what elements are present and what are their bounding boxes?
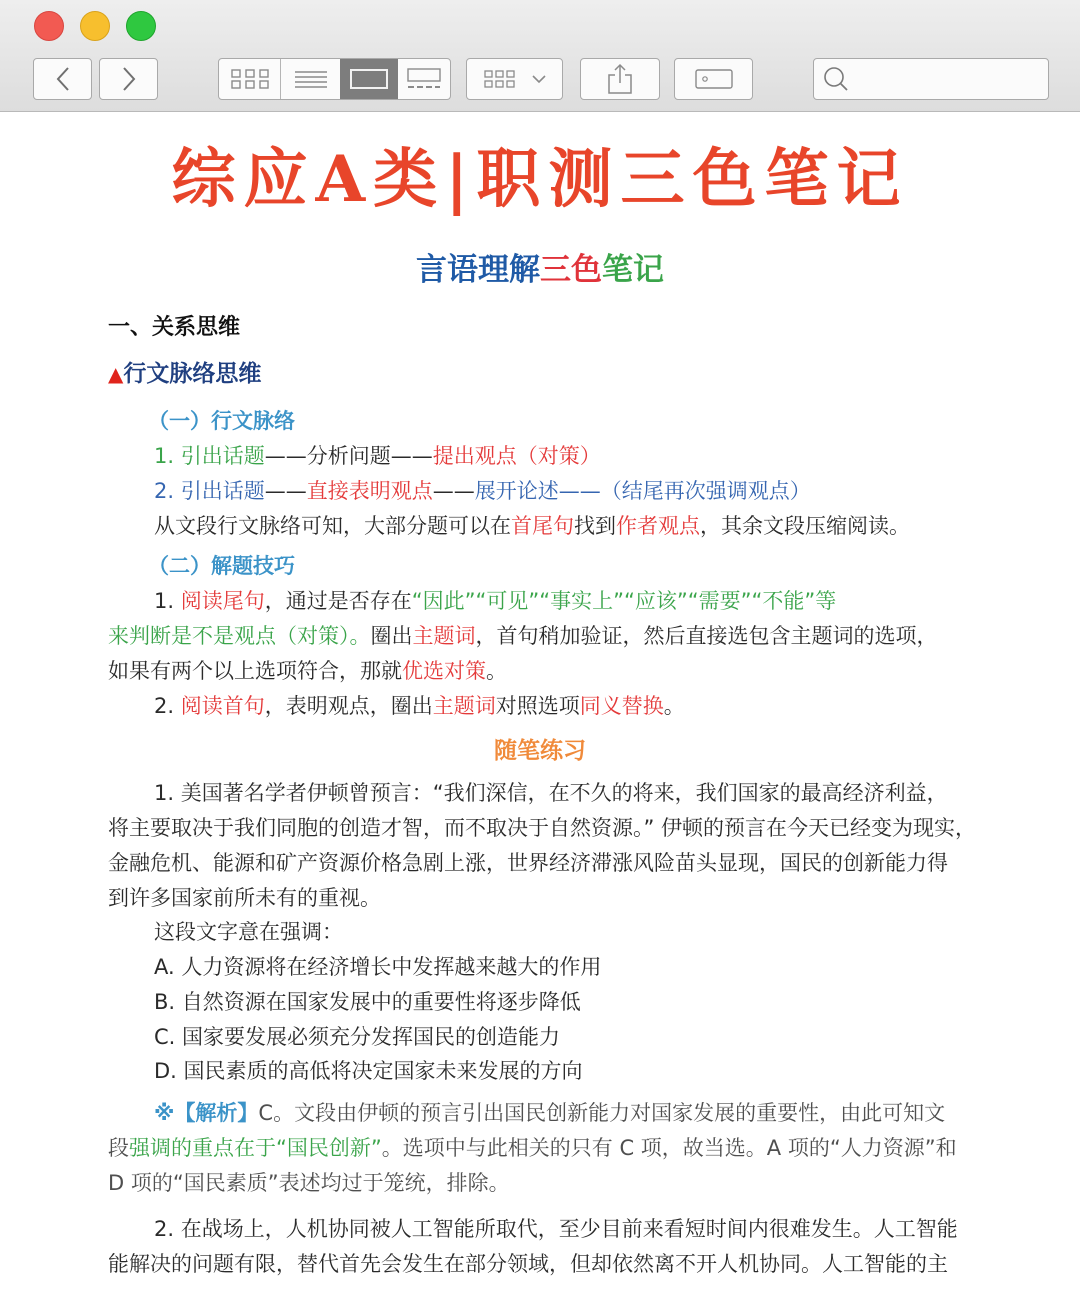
question2-line: 2. 在战场上，人机协同被人工智能所取代，至少目前来看短时间内很难发生。人工智能: [154, 1217, 958, 1241]
minimize-window-button[interactable]: [80, 11, 110, 41]
question1-line: 1. 美国著名学者伊顿曾预言：“我们深信，在不久的将来，我们国家的最高经济利益，: [154, 781, 948, 805]
triangle-icon: ▲: [108, 362, 124, 386]
subtitle-part1: 言语理解: [416, 252, 540, 288]
analysis-line-1: ※【解析】C。文段由伊顿的预言引出国民创新能力对国家发展的重要性，由此可知文: [154, 1101, 946, 1125]
chevron-right-icon: [100, 59, 157, 99]
analysis-line-2: 段强调的重点在于“国民创新”。选项中与此相关的只有 C 项，故当选。A 项的“人力资源”和: [108, 1136, 957, 1160]
search-icon: [814, 59, 858, 99]
subtitle-part2: 三色: [540, 252, 602, 288]
document-page: [0, 112, 1080, 1299]
question1-line: 金融危机、能源和矿产资源价格急剧上涨，世界经济滞涨风险苗头显现，国民的创新能力得: [108, 851, 948, 875]
analysis-label: ※【解析】: [154, 1101, 259, 1125]
flow-note: 从文段行文脉络可知，大部分题可以在首尾句找到作者观点，其余文段压缩阅读。: [154, 514, 910, 538]
window-toolbar: [0, 0, 1080, 112]
share-icon: [581, 59, 659, 99]
view-mode-control: [218, 58, 451, 100]
zoom-window-button[interactable]: [126, 11, 156, 41]
analysis-line-3: D 项的“国民素质”表述均过于笼统，排除。: [108, 1171, 510, 1195]
tip2-line: 2. 阅读首句，表明观点，圈出主题词对照选项同义替换。: [154, 694, 685, 718]
subsection-heading: ▲行文脉络思维: [108, 361, 262, 387]
part1-heading: （一）行文脉络: [148, 409, 295, 433]
tip1-line1: 1. 阅读尾句，通过是否存在“因此”“可见”“事实上”“应该”“需要”“不能”等: [154, 589, 837, 613]
tip1-line3: 如果有两个以上选项符合，那就优选对策。: [108, 659, 507, 683]
tag-icon: [675, 59, 752, 99]
flow-line-2: 2. 引出话题——直接表明观点——展开论述——（结尾再次强调观点）: [154, 479, 811, 503]
forward-button[interactable]: [99, 58, 158, 100]
back-button[interactable]: [33, 58, 92, 100]
part2-heading: （二）解题技巧: [148, 554, 295, 578]
option-b: B. 自然资源在国家发展中的重要性将逐步降低: [154, 990, 581, 1014]
subtitle-part3: 笔记: [602, 252, 664, 288]
question1-line: 到许多国家前所未有的重视。: [108, 886, 381, 910]
gallery-view-icon[interactable]: [398, 59, 450, 99]
question2-line: 能解决的问题有限，替代首先会发生在部分领域，但却依然离不开人机协同。人工智能的主: [108, 1252, 948, 1276]
question1-line: 将主要取决于我们同胞的创造才智，而不取决于自然资源。” 伊顿的预言在今天已经变为现实，: [108, 816, 977, 840]
section-heading: 一、关系思维: [108, 315, 241, 340]
option-a: A. 人力资源将在经济增长中发挥越来越大的作用: [154, 955, 602, 979]
question1-stem: 这段文字意在强调：: [154, 920, 343, 944]
page-title: 综应A类|职测三色笔记: [171, 142, 909, 217]
practice-heading: 随笔练习: [494, 738, 586, 764]
close-window-button[interactable]: [34, 11, 64, 41]
search-field[interactable]: [813, 58, 1049, 100]
group-by-button[interactable]: [466, 58, 563, 100]
single-page-view-icon[interactable]: [340, 59, 398, 99]
share-button[interactable]: [580, 58, 660, 100]
group-by-icon: [467, 59, 562, 99]
tip1-line2: 来判断是不是观点（对策）。圈出主题词，首句稍加验证，然后直接选包含主题词的选项，: [108, 624, 938, 648]
option-c: C. 国家要发展必须充分发挥国民的创造能力: [154, 1025, 561, 1049]
subtitle: [0, 248, 1080, 292]
tag-button[interactable]: [674, 58, 753, 100]
option-d: D. 国民素质的高低将决定国家未来发展的方向: [154, 1059, 583, 1083]
chevron-left-icon: [34, 59, 91, 99]
flow-line-1: 1. 引出话题——分析问题——提出观点（对策）: [154, 444, 601, 468]
list-view-icon[interactable]: [280, 59, 340, 99]
grid-view-icon[interactable]: [219, 59, 280, 99]
